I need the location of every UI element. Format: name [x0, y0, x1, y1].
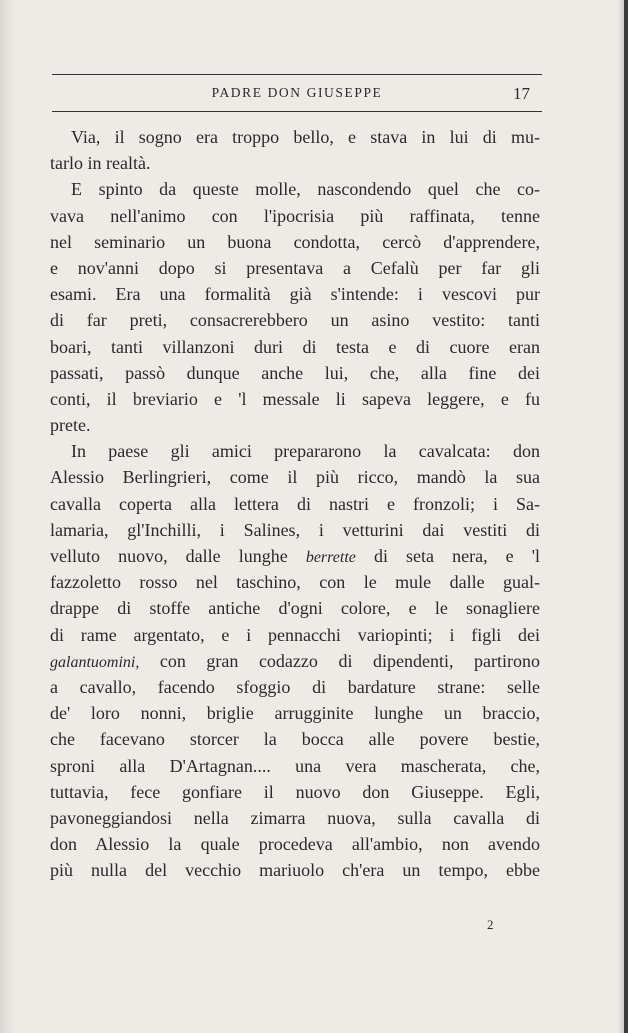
text-line: fazzoletto rosso nel taschino, con le mule dalle gual- [50, 572, 540, 593]
text-line: vava nell'animo con l'ipocrisia più raffinata, tenne [50, 205, 540, 226]
text-line: a cavallo, facendo sfoggio di bardature strane: selle [50, 676, 540, 697]
text-line: pavoneggiandosi nella zimarra nuova, sulla cavalla di [50, 807, 540, 828]
text-line: sproni alla D'Artagnan.... una vera mascherata, che, [50, 755, 540, 776]
text-line: che facevano storcer la bocca alle povere bestie, [50, 729, 540, 750]
text-line: de' loro nonni, briglie arrugginite lunghe un braccio, [50, 703, 540, 724]
text-line: lamaria, gl'Inchilli, i Salines, i vetturini dai vestiti di [50, 519, 540, 540]
text-line [50, 648, 540, 674]
text-segment: con gran codazzo di dipendenti, partirono [139, 650, 540, 671]
text-line: don Alessio la quale procedeva all'ambio, non avendo [50, 834, 540, 855]
text-line: Via, il sogno era troppo bello, e stava in lui di mu- [71, 127, 540, 147]
text-line: esami. Era una formalità già s'intende: i vescovi pur [50, 284, 540, 305]
text-line: cavalla coperta alla lettera di nastri e fronzoli; i Sa- [50, 493, 540, 514]
text-line: conti, il breviario e 'l messale li sapeva leggere, e fu [50, 388, 540, 409]
text-line: Alessio Berlingrieri, come il più ricco, mandò la sua [50, 467, 540, 488]
text-line: E spinto da queste molle, nascondendo quel che co- [71, 179, 540, 200]
text-segment: di seta nera, e 'l [355, 546, 540, 566]
text-line: In paese gli amici prepararono la cavalcata: don [71, 441, 540, 462]
text-line: e nov'anni dopo si presentava a Cefalù per far gli [50, 257, 540, 278]
text-line: di far preti, consacrerebbero un asino vestito: tanti [50, 310, 540, 331]
page-number: 17 [513, 84, 530, 103]
text-line: nel seminario un buona condotta, cercò d'apprendere, [50, 231, 540, 252]
text-line: boari, tanti villanzoni duri di testa e di cuore eran [50, 336, 540, 357]
body-text [50, 124, 540, 883]
text-line: prete. [50, 415, 91, 436]
text-line: drappe di stoffe antiche d'ogni colore, e le sonagliere [50, 598, 540, 619]
text-line: tuttavia, fece gonfiare il nuovo don Giuseppe. Egli, [50, 781, 540, 802]
signature-mark: 2 [487, 917, 494, 932]
running-header [52, 74, 542, 112]
text-line [50, 543, 540, 569]
text-line: passati, passò dunque anche lui, che, alla fine dei [50, 362, 540, 383]
italic-word: berrette [305, 549, 356, 566]
text-segment: velluto nuovo, dalle lunghe [50, 546, 306, 566]
text-line: tarlo in realtà. [50, 153, 151, 174]
italic-word: galantuomini, [50, 653, 140, 671]
page-edge-shadow [624, 0, 628, 1033]
text-line: più nulla del vecchio mariuolo ch'era un tempo, ebbe [50, 860, 540, 881]
text-line: di rame argentato, e i pennacchi variopinti; i figli dei [50, 624, 540, 645]
running-title: PADRE DON GIUSEPPE [211, 85, 383, 100]
